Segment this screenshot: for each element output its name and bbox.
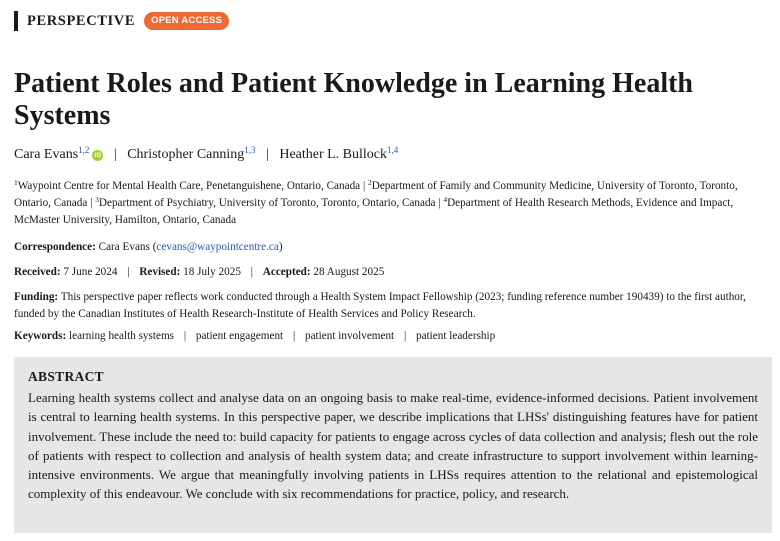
revised-label: Revised: xyxy=(139,266,181,278)
section-label: PERSPECTIVE xyxy=(27,12,136,29)
keyword-item[interactable]: patient involvement xyxy=(305,330,395,342)
accepted-date: 28 August 2025 xyxy=(313,266,385,278)
author-separator: | xyxy=(113,147,117,162)
affil-separator: | xyxy=(362,180,366,192)
abstract-text: Learning health systems collect and analyse data on an ongoing basis to make real-time, evidence-informed decisions. Patient involvement is central to learning health systems. In this perspective paper, we describe implications that LHSs' distinguishing features have for patient involvement. These include the need to: build capacity for patients to engage across cycles of data collection and analysis; flesh out the role of patients with respect to collection and analysis of health system data; and create infrastructure to support involvement within learning-intensive environments. We argue that meaningfully involving patients in LHSs requires attention to the relational and epistemological complexity of this endeavour. We conclude with six recommendations for practice, policy, and research. xyxy=(28,390,758,502)
date-separator: | xyxy=(127,266,130,278)
article-dates xyxy=(14,264,772,281)
affil-num: 4 xyxy=(443,195,448,204)
affil-text: Department of Health Research Methods, Evidence and Impact, McMaster University, Hamilton, Ontario, Canada xyxy=(14,197,734,226)
author-separator: | xyxy=(266,147,269,162)
correspondence-email-link[interactable]: cevans@waypointcentre.ca xyxy=(156,241,279,253)
funding-text: This perspective paper reflects work conducted through a Health System Impact Fellowship (2023; funding reference number 190439) to the first author, funded by the Canadian Institutes of Health Research-Institute of Health Services and Policy Research. xyxy=(14,291,746,320)
accepted-label: Accepted: xyxy=(262,266,311,278)
affiliations xyxy=(14,178,772,229)
section-header xyxy=(14,11,229,31)
keyword-item[interactable]: patient leadership xyxy=(416,330,496,342)
funding xyxy=(14,289,772,323)
keywords xyxy=(14,328,772,345)
orcid-icon[interactable]: iD xyxy=(92,150,103,161)
author-affil-sup[interactable]: 1,4 xyxy=(387,145,399,155)
correspondence-label: Correspondence: xyxy=(14,241,96,253)
abstract-box xyxy=(14,357,772,533)
correspondence-name: Cara Evans xyxy=(98,241,150,253)
open-access-badge[interactable]: OPEN ACCESS xyxy=(144,12,229,30)
article-title: Patient Roles and Patient Knowledge in Learning Health Systems xyxy=(14,68,693,131)
keyword-separator: | xyxy=(292,330,296,342)
affil-separator: | xyxy=(90,197,93,209)
received-date: 7 June 2024 xyxy=(63,266,118,278)
keywords-label: Keywords: xyxy=(14,330,67,342)
revised-date: 18 July 2025 xyxy=(183,266,241,278)
keyword-item[interactable]: patient engagement xyxy=(195,330,284,342)
author-list xyxy=(14,146,398,164)
affil-text: Department of Psychiatry, University of Toronto, Toronto, Ontario, Canada xyxy=(98,197,436,209)
section-bar xyxy=(14,11,18,31)
author-name[interactable]: Cara Evans xyxy=(14,147,79,162)
keyword-separator: | xyxy=(183,330,187,342)
affil-text: Waypoint Centre for Mental Health Care, Penetanguishene, Ontario, Canada xyxy=(17,180,361,192)
author-name[interactable]: Heather L. Bullock xyxy=(279,147,388,162)
author-name[interactable]: Christopher Canning xyxy=(127,147,245,162)
funding-label: Funding: xyxy=(14,291,59,303)
affil-num: 2 xyxy=(367,178,372,187)
author-affil-sup[interactable]: 1,2 xyxy=(78,145,90,155)
received-label: Received: xyxy=(14,266,61,278)
date-separator: | xyxy=(250,266,253,278)
affil-separator: | xyxy=(438,197,441,209)
affil-num: 3 xyxy=(95,195,99,204)
keyword-item[interactable]: learning health systems xyxy=(69,330,175,342)
affil-text: Department of Family and Community Medicine, University of Toronto, Toronto, Ontario, Canada xyxy=(14,180,738,209)
keyword-separator: | xyxy=(403,330,407,342)
author-affil-sup[interactable]: 1,3 xyxy=(244,145,256,155)
abstract-heading: ABSTRACT xyxy=(28,369,104,384)
correspondence: Correspondence: Cara Evans (cevans@waypointcentre.ca) xyxy=(14,241,283,253)
affil-num: 1 xyxy=(14,178,18,187)
